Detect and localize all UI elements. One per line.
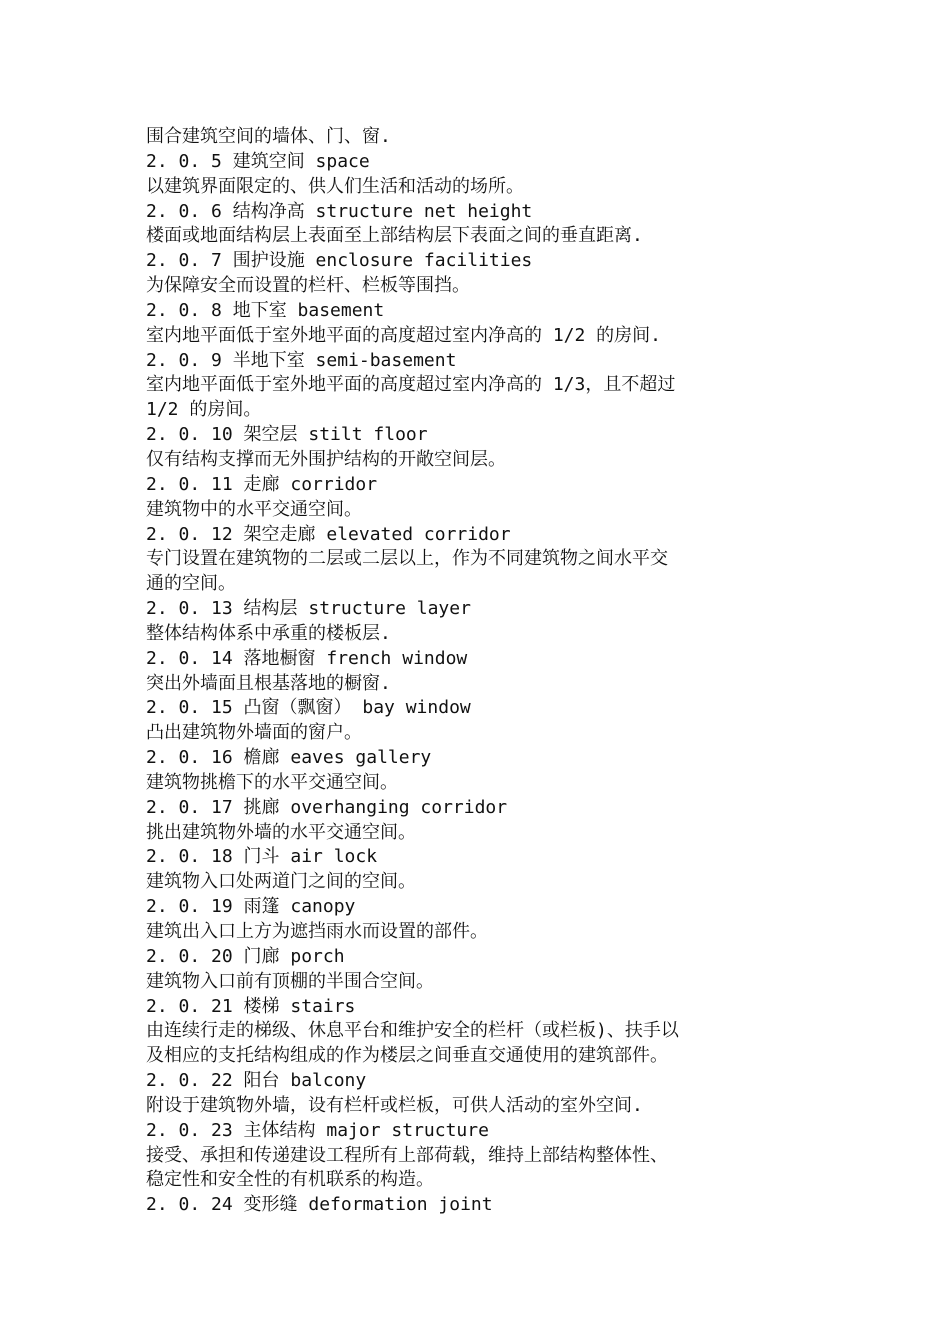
term-heading: 2. 0. 12 架空走廊 elevated corridor: [146, 523, 511, 545]
term-definition: 接受、承担和传递建设工程所有上部荷载，维持上部结构整体性、: [146, 1144, 668, 1166]
term-heading: 2. 0. 20 门廊 porch: [146, 945, 345, 967]
term-heading: 2. 0. 10 架空层 stilt floor: [146, 424, 428, 446]
term-definition: 及相应的支托结构组成的作为楼层之间垂直交通使用的建筑部件。: [146, 1045, 668, 1067]
term-definition: 建筑物中的水平交通空间。: [146, 498, 362, 520]
term-definition: 专门设置在建筑物的二层或二层以上，作为不同建筑物之间水平交: [146, 548, 668, 570]
term-heading: 2. 0. 8 地下室 basement: [146, 299, 385, 321]
term-heading: 2. 0. 17 挑廊 overhanging corridor: [146, 796, 508, 818]
term-heading: 2. 0. 16 檐廊 eaves gallery: [146, 747, 432, 769]
term-definition: 由连续行走的梯级、休息平台和维护安全的栏杆（或栏板)、扶手以: [146, 1020, 679, 1042]
term-definition: 楼面或地面结构层上表面至上部结构层下表面之间的垂直距离.: [146, 225, 643, 247]
term-definition: 1/2 的房间。: [146, 399, 262, 421]
term-heading: 2. 0. 9 半地下室 semi-basement: [146, 349, 457, 371]
term-heading: 2. 0. 22 阳台 balcony: [146, 1070, 367, 1092]
term-definition: 以建筑界面限定的、供人们生活和活动的场所。: [146, 175, 524, 197]
term-heading: 2. 0. 14 落地橱窗 french window: [146, 647, 468, 669]
term-definition: 仅有结构支撑而无外围护结构的开敞空间层。: [146, 448, 506, 470]
term-definition: 挑出建筑物外墙的水平交通空间。: [146, 821, 416, 843]
term-heading: 2. 0. 18 门斗 air lock: [146, 846, 378, 868]
term-definition: 突出外墙面且根基落地的橱窗.: [146, 672, 391, 694]
term-definition: 建筑物入口处两道门之间的空间。: [146, 871, 416, 893]
term-heading: 2. 0. 24 变形缝 deformation joint: [146, 1194, 493, 1216]
term-definition: 建筑物入口前有顶棚的半围合空间。: [146, 970, 434, 992]
term-definition: 稳定性和安全性的有机联系的构造。: [146, 1169, 434, 1191]
term-heading: 2. 0. 7 围护设施 enclosure facilities: [146, 250, 533, 272]
term-definition: 整体结构体系中承重的楼板层.: [146, 622, 391, 644]
term-definition: 建筑物挑檐下的水平交通空间。: [146, 771, 398, 793]
term-heading: 2. 0. 11 走廊 corridor: [146, 473, 378, 495]
term-definition: 凸出建筑物外墙面的窗户。: [146, 722, 362, 744]
term-heading: 2. 0. 15 凸窗（飘窗） bay window: [146, 697, 471, 719]
term-definition: 为保障安全而设置的栏杆、栏板等围挡。: [146, 275, 470, 297]
term-heading: 2. 0. 23 主体结构 major structure: [146, 1119, 489, 1141]
term-heading: 2. 0. 19 雨篷 canopy: [146, 896, 356, 918]
text-line: 围合建筑空间的墙体、门、窗.: [146, 126, 391, 147]
term-definition: 通的空间。: [146, 573, 236, 595]
term-definition: 附设于建筑物外墙，设有栏杆或栏板，可供人活动的室外空间.: [146, 1094, 643, 1116]
term-definition: 建筑出入口上方为遮挡雨水而设置的部件。: [146, 921, 488, 942]
term-heading: 2. 0. 6 结构净高 structure net height: [146, 200, 533, 222]
term-definition: 室内地平面低于室外地平面的高度超过室内净高的 1/3，且不超过: [146, 374, 676, 396]
term-heading: 2. 0. 21 楼梯 stairs: [146, 995, 356, 1017]
document-body: [146, 125, 826, 1218]
term-heading: 2. 0. 13 结构层 structure layer: [146, 598, 471, 620]
term-heading: 2. 0. 5 建筑空间 space: [146, 150, 370, 172]
term-definition: 室内地平面低于室外地平面的高度超过室内净高的 1/2 的房间.: [146, 324, 662, 346]
